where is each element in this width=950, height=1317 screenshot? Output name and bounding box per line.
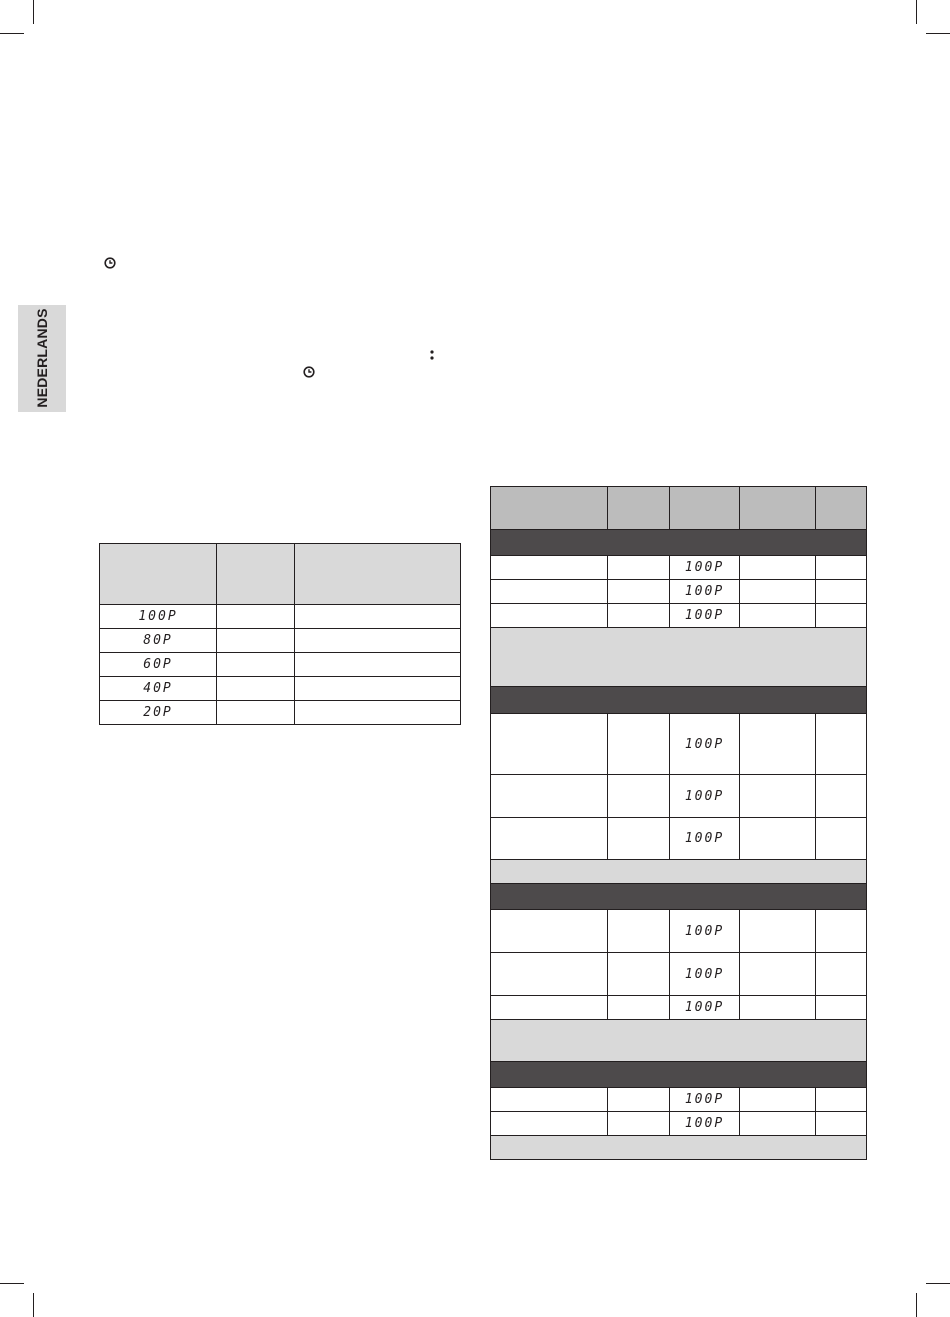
header-cell [816, 487, 867, 530]
header-cell [670, 487, 740, 530]
note-cell [491, 860, 867, 884]
table-cell [740, 604, 816, 628]
note-row [491, 860, 867, 884]
table-cell [816, 556, 867, 580]
display-cell: 100P [670, 556, 740, 580]
table-cell [816, 910, 867, 953]
table-row [491, 775, 867, 818]
table-cell [491, 818, 608, 860]
table-cell [740, 775, 816, 818]
table-cell [816, 996, 867, 1020]
note-row [491, 1136, 867, 1160]
table-cell [608, 818, 670, 860]
table-row [491, 1088, 867, 1112]
language-tab-label: NEDERLANDS [34, 308, 50, 408]
display-cell: 60P [100, 653, 217, 677]
table-cell [491, 580, 608, 604]
category-cell [491, 884, 867, 910]
header-cell [217, 544, 295, 605]
table-cell [608, 996, 670, 1020]
category-row [491, 884, 867, 910]
table-cell [491, 775, 608, 818]
table-row [491, 580, 867, 604]
clock-icon [104, 257, 116, 269]
table-cell [608, 953, 670, 996]
table-row [491, 604, 867, 628]
table-cell [740, 818, 816, 860]
table-cell [608, 604, 670, 628]
table-cell [217, 629, 295, 653]
table-row [491, 556, 867, 580]
header-cell [740, 487, 816, 530]
table-cell [816, 818, 867, 860]
table-row [491, 953, 867, 996]
header-cell [608, 487, 670, 530]
table-cell [740, 1088, 816, 1112]
table-cell [816, 1112, 867, 1136]
table-cell [295, 677, 461, 701]
table-header-row [491, 487, 867, 530]
header-cell [295, 544, 461, 605]
display-cell: 100P [670, 1112, 740, 1136]
table-cell [295, 629, 461, 653]
table-cell [816, 775, 867, 818]
table-row [491, 996, 867, 1020]
clock-icon [303, 366, 315, 378]
power-level-table [99, 543, 461, 725]
table-cell [608, 775, 670, 818]
table-row [100, 701, 461, 725]
table-cell [491, 556, 608, 580]
header-cell [100, 544, 217, 605]
table-row [100, 677, 461, 701]
display-cell: 100P [670, 580, 740, 604]
display-cell: 80P [100, 629, 217, 653]
table-cell [816, 714, 867, 775]
table-cell [491, 714, 608, 775]
note-cell [491, 1136, 867, 1160]
table-cell [295, 605, 461, 629]
table-header-row [100, 544, 461, 605]
table-row [100, 605, 461, 629]
program-table [490, 486, 867, 1160]
table-cell [491, 996, 608, 1020]
table-cell [608, 1088, 670, 1112]
table-cell [740, 953, 816, 996]
table-cell [217, 677, 295, 701]
category-row [491, 530, 867, 556]
table-cell [816, 1088, 867, 1112]
display-cell: 100P [670, 996, 740, 1020]
note-cell [491, 1020, 867, 1062]
table-cell [295, 653, 461, 677]
display-cell: 100P [100, 605, 217, 629]
display-cell: 100P [670, 910, 740, 953]
crop-mark [926, 33, 950, 34]
display-cell: 40P [100, 677, 217, 701]
table-cell [608, 580, 670, 604]
crop-mark [0, 1283, 24, 1284]
table-cell [740, 714, 816, 775]
table-row [100, 629, 461, 653]
table-cell [608, 1112, 670, 1136]
category-cell [491, 687, 867, 714]
note-row [491, 628, 867, 687]
display-cell: 100P [670, 775, 740, 818]
language-tab [18, 305, 66, 412]
table-row [491, 910, 867, 953]
header-cell [491, 487, 608, 530]
category-cell [491, 1062, 867, 1088]
category-row [491, 687, 867, 714]
table-cell [740, 556, 816, 580]
note-cell [491, 628, 867, 687]
crop-mark [0, 33, 24, 34]
table-cell [608, 714, 670, 775]
table-cell [816, 580, 867, 604]
display-cell: 100P [670, 818, 740, 860]
display-cell: 100P [670, 1088, 740, 1112]
display-cell: 100P [670, 953, 740, 996]
category-row [491, 1062, 867, 1088]
table-cell [491, 910, 608, 953]
table-cell [740, 1112, 816, 1136]
table-cell [217, 605, 295, 629]
category-cell [491, 530, 867, 556]
table-cell [740, 996, 816, 1020]
table-row [100, 653, 461, 677]
table-cell [491, 604, 608, 628]
display-cell: 100P [670, 604, 740, 628]
table-cell [608, 556, 670, 580]
crop-mark [926, 1283, 950, 1284]
display-cell: 20P [100, 701, 217, 725]
note-row [491, 1020, 867, 1062]
table-cell [740, 580, 816, 604]
table-cell [608, 910, 670, 953]
table-cell [816, 604, 867, 628]
table-cell [217, 653, 295, 677]
table-cell [217, 701, 295, 725]
crop-mark [916, 1293, 917, 1317]
table-cell [491, 953, 608, 996]
table-row [491, 1112, 867, 1136]
colon-dots-icon [429, 349, 435, 361]
table-cell [491, 1088, 608, 1112]
table-cell [295, 701, 461, 725]
display-cell: 100P [670, 714, 740, 775]
table-cell [740, 910, 816, 953]
crop-mark [916, 0, 917, 24]
table-row [491, 714, 867, 775]
table-cell [491, 1112, 608, 1136]
crop-mark [33, 0, 34, 24]
table-row [491, 818, 867, 860]
table-cell [816, 953, 867, 996]
crop-mark [33, 1293, 34, 1317]
